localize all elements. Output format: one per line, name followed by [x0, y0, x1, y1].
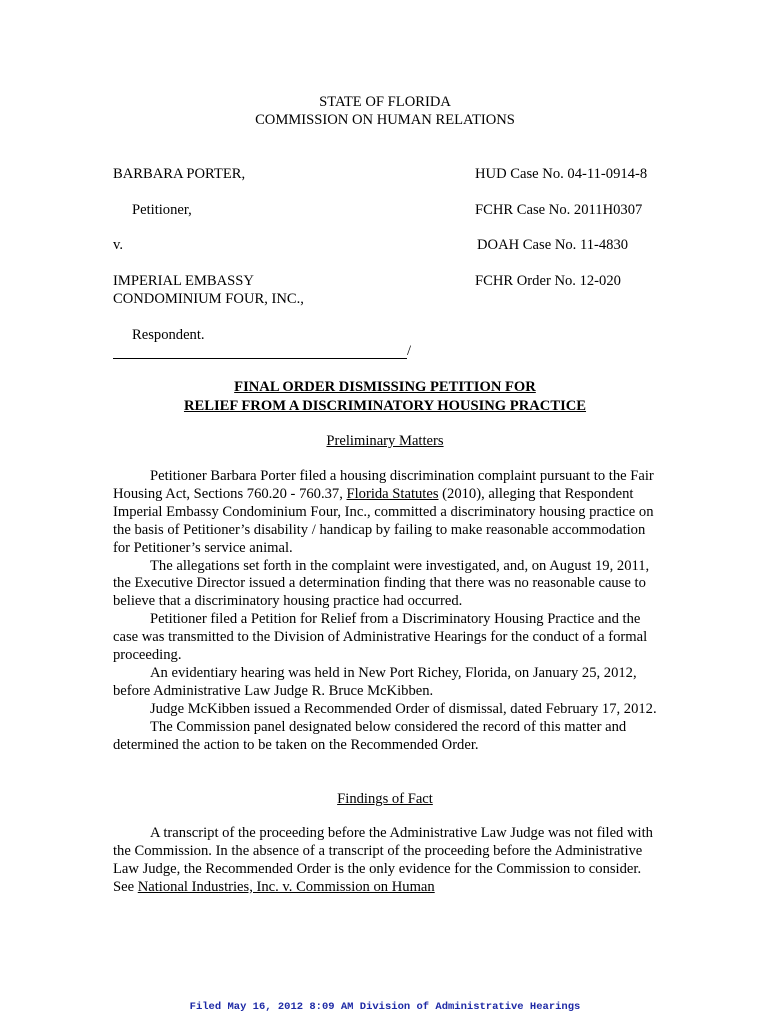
fchr-order-number: FCHR Order No. 12-020	[475, 273, 621, 289]
petitioner-name: BARBARA PORTER,	[113, 166, 246, 182]
preliminary-paragraph-5: Judge McKibben issued a Recommended Order of dismissal, dated February 17, 2012.	[150, 700, 657, 717]
preliminary-matters-heading: Preliminary Matters	[326, 433, 444, 449]
petitioner-role: Petitioner,	[132, 202, 192, 218]
fchr-case-number: FCHR Case No. 2011H0307	[475, 202, 643, 218]
findings-of-fact-body	[113, 825, 663, 897]
preliminary-p1-text-a: Petitioner Barbara Porter filed a housing discrimination complaint pursuant to the Fair Housing Act, Sections 760.20 - 760.37,	[113, 468, 654, 502]
caption-slash: /	[407, 343, 412, 359]
order-title-line2: RELIEF FROM A DISCRIMINATORY HOUSING PRACTICE	[183, 398, 587, 414]
document-header-state: STATE OF FLORIDA	[319, 94, 451, 110]
national-industries-citation: National Industries, Inc. v. Commission on Human	[137, 878, 435, 895]
preliminary-paragraph-3: Petitioner filed a Petition for Relief from a Discriminatory Housing Practice and the case was transmitted to the Division of Administrative Hearings for the conduct of a formal proceeding.	[113, 611, 648, 664]
preliminary-matters-body	[113, 468, 663, 755]
preliminary-paragraph-1	[113, 468, 663, 558]
doah-case-number: DOAH Case No. 11-4830	[477, 237, 629, 253]
versus-label: v.	[113, 237, 123, 253]
preliminary-paragraph-6: The Commission panel designated below considered the record of this matter and determined the action to be taken on the Recommended Order.	[113, 718, 627, 753]
document-header-commission: COMMISSION ON HUMAN RELATIONS	[255, 112, 515, 128]
caption-rule	[113, 358, 407, 359]
filing-stamp: Filed May 16, 2012 8:09 AM Division of Administrative Hearings	[189, 1001, 581, 1013]
order-title-line1: FINAL ORDER DISMISSING PETITION FOR	[234, 379, 536, 395]
preliminary-p1-text-b: (2010), alleging that Respondent Imperial Embassy Condominium Four, Inc., committed a discriminatory housing practice on the basis of Petitioner’s disability / handicap by failing to make reasonable accommodation for Petitioner’s service animal.	[113, 485, 654, 556]
hud-case-number: HUD Case No. 04-11-0914-8	[475, 166, 648, 182]
respondent-name-line2: CONDOMINIUM FOUR, INC.,	[113, 291, 304, 307]
respondent-role: Respondent.	[132, 327, 205, 343]
findings-p1-text: A transcript of the proceeding before the Administrative Law Judge was not filed with the Commission. In the absence of a transcript of the proceeding before the Administrative Law Judge, the Recommended Order is the only evidence for the Commission to consider. See	[113, 825, 653, 895]
respondent-name-line1: IMPERIAL EMBASSY	[113, 273, 254, 289]
preliminary-paragraph-2: The allegations set forth in the complaint were investigated, and, on August 19, 2011, the Executive Director issued a determination finding that there was no reasonable cause to believe that a discriminatory housing practice had occurred.	[113, 557, 650, 610]
florida-statutes-citation: Florida Statutes	[346, 485, 439, 502]
preliminary-paragraph-4: An evidentiary hearing was held in New Port Richey, Florida, on January 25, 2012, before Administrative Law Judge R. Bruce McKibben.	[113, 664, 637, 699]
findings-of-fact-heading: Findings of Fact	[337, 791, 433, 807]
findings-paragraph-1	[113, 825, 663, 897]
